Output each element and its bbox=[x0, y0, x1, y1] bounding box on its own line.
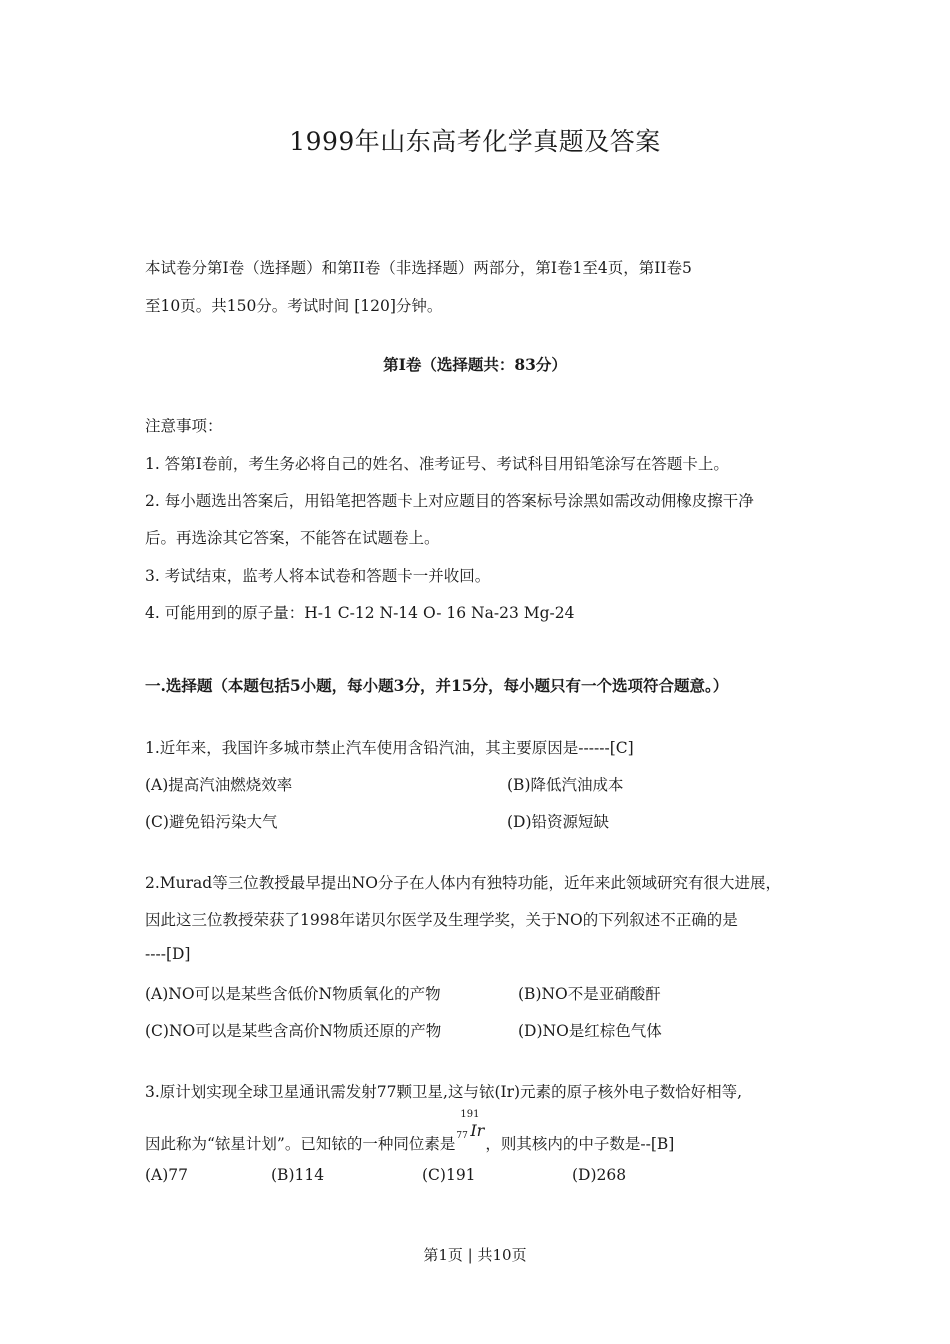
question-3-stem-prefix: 因此称为“铱星计划”。已知铱的一种同位素是 bbox=[145, 1135, 456, 1153]
question-2-option-d: (D)NO是红棕色气体 bbox=[518, 1022, 662, 1040]
question-3-option-a: (A)77 bbox=[145, 1166, 189, 1184]
notes-heading: 注意事项： bbox=[145, 417, 223, 435]
isotope-atomic-number: 77 bbox=[456, 1131, 468, 1141]
section-heading: 第I卷（选择题共：83分） bbox=[383, 355, 567, 374]
intro-line-1: 本试卷分第I卷（选择题）和第II卷（非选择题）两部分，第I卷1至4页，第II卷5 bbox=[145, 259, 692, 277]
isotope-mass-number: 191 bbox=[460, 1109, 480, 1120]
question-1-stem: 1.近年来，我国许多城市禁止汽车使用含铅汽油，其主要原因是------[C] bbox=[145, 739, 634, 757]
page-title: 1999年山东高考化学真题及答案 bbox=[289, 127, 661, 156]
question-2-stem-line-2: 因此这三位教授荣获了1998年诺贝尔医学及生理学奖，关于NO的下列叙述不正确的是 bbox=[145, 911, 738, 929]
iridium-isotope-notation bbox=[455, 1109, 485, 1149]
question-3-stem-suffix: ，则其核内的中子数是--[B] bbox=[485, 1135, 675, 1153]
question-3-option-c: (C)191 bbox=[422, 1166, 476, 1184]
note-item-4: 4. 可能用到的原子量：H-1 C-12 N-14 O- 16 Na-23 Mg-24 bbox=[145, 604, 575, 622]
question-2-stem-line-3: ----[D] bbox=[145, 945, 191, 963]
note-item-2-line-2: 后。再选涂其它答案，不能答在试题卷上。 bbox=[145, 529, 440, 547]
note-item-1: 1. 答第I卷前，考生务必将自己的姓名、准考证号、考试科目用铅笔涂写在答题卡上。 bbox=[145, 455, 729, 473]
question-1-option-b: (B)降低汽油成本 bbox=[507, 776, 624, 794]
part-heading: 一.选择题（本题包括5小题，每小题3分，并15分，每小题只有一个选项符合题意。） bbox=[145, 676, 729, 695]
question-3-stem-line-2 bbox=[145, 1109, 675, 1154]
question-3-stem-line-1: 3.原计划实现全球卫星通讯需发射77颗卫星,这与铱(Ir)元素的原子核外电子数恰好相等, bbox=[145, 1083, 742, 1101]
question-1-option-d: (D)铅资源短缺 bbox=[507, 813, 610, 831]
note-item-3: 3. 考试结束，监考人将本试卷和答题卡一并收回。 bbox=[145, 567, 491, 585]
question-2-option-c: (C)NO可以是某些含高价N物质还原的产物 bbox=[145, 1022, 442, 1040]
question-3-option-d: (D)268 bbox=[572, 1166, 627, 1184]
isotope-symbol: Ir bbox=[470, 1121, 485, 1140]
question-1-option-c: (C)避免铅污染大气 bbox=[145, 813, 278, 831]
question-2-option-a: (A)NO可以是某些含低价N物质氧化的产物 bbox=[145, 985, 441, 1003]
question-3-option-b: (B)114 bbox=[271, 1166, 325, 1184]
page-footer: 第1页 | 共10页 bbox=[423, 1246, 527, 1264]
note-item-2-line-1: 2. 每小题选出答案后，用铅笔把答题卡上对应题目的答案标号涂黑如需改动佣橡皮擦干净 bbox=[145, 492, 754, 510]
question-2-stem-line-1: 2.Murad等三位教授最早提出NO分子在人体内有独特功能，近年来此领域研究有很大进展， bbox=[145, 874, 781, 892]
intro-line-2: 至10页。共150分。考试时间 [120]分钟。 bbox=[145, 297, 443, 315]
question-1-option-a: (A)提高汽油燃烧效率 bbox=[145, 776, 293, 794]
question-2-option-b: (B)NO不是亚硝酸酐 bbox=[518, 985, 661, 1003]
